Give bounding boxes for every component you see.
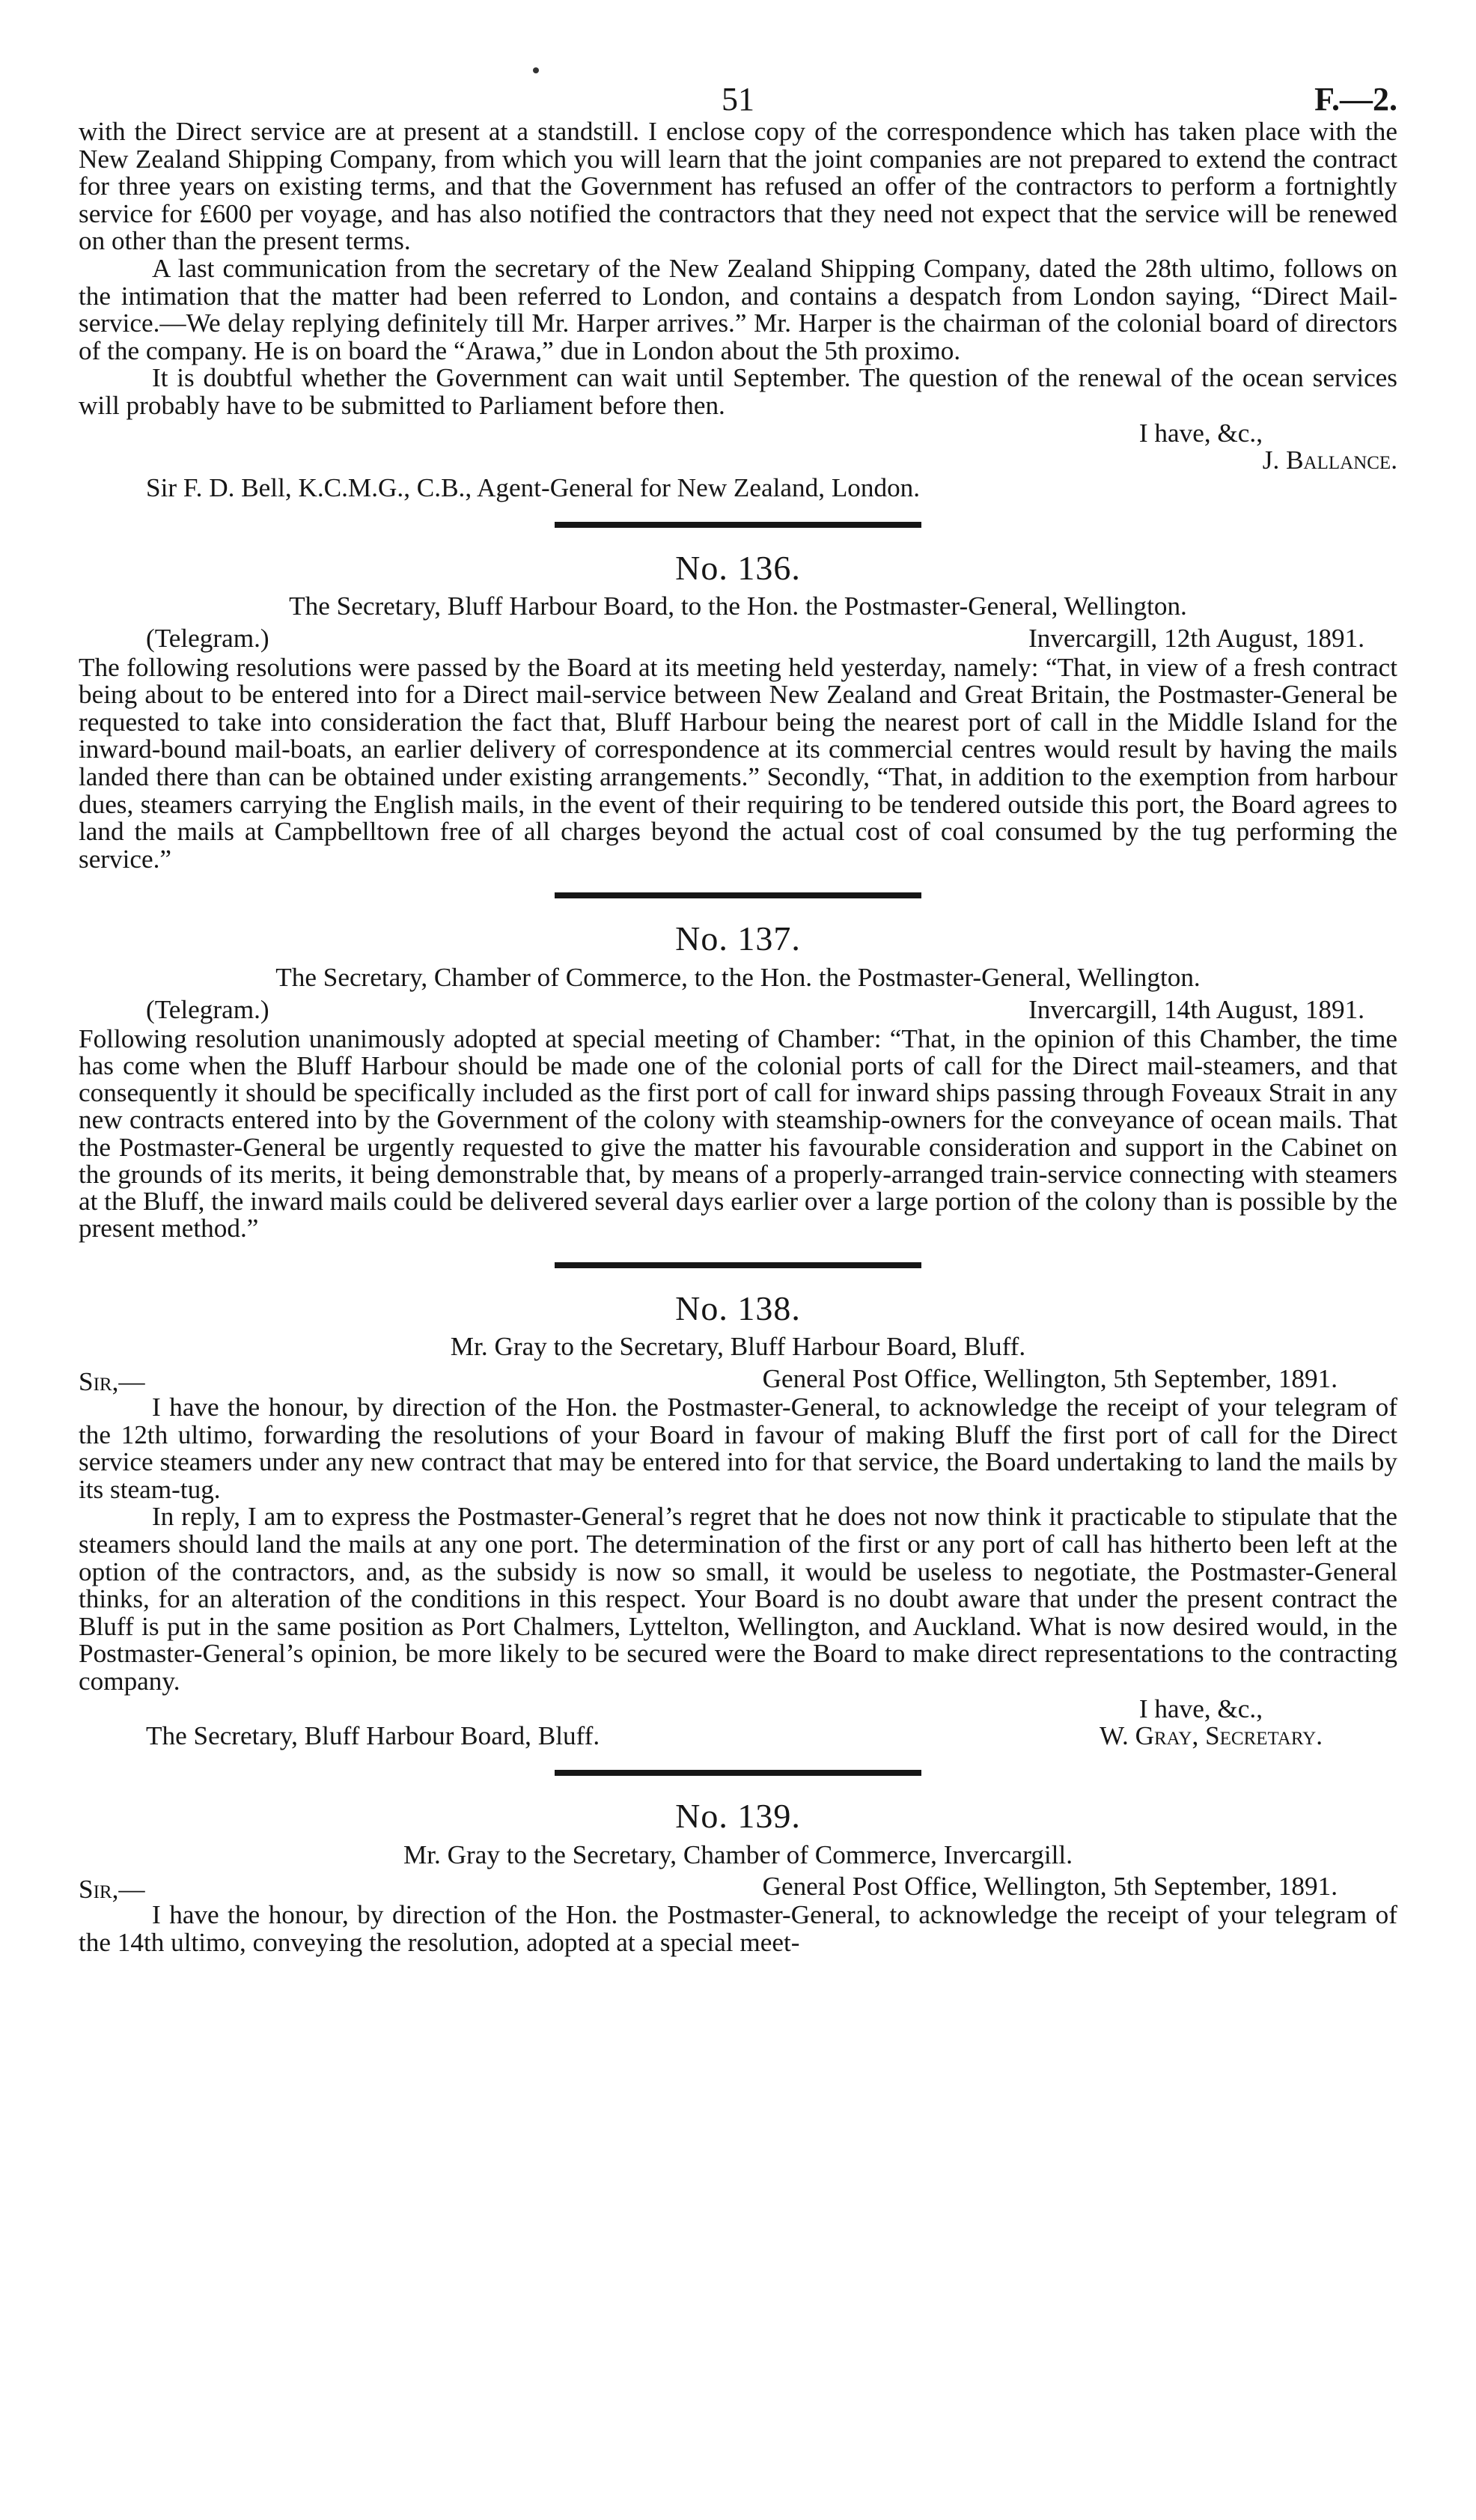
letter-number: No. 137. bbox=[675, 919, 801, 958]
letter-number: No. 138. bbox=[675, 1288, 801, 1327]
salutation: Sir,— bbox=[79, 1875, 145, 1905]
telegram-label: (Telegram.) bbox=[146, 994, 269, 1024]
letter-no-136 bbox=[79, 550, 1397, 874]
signature: J. Ballance. bbox=[1262, 445, 1397, 475]
signature: W. Gray, Secretary. bbox=[1100, 1721, 1323, 1751]
letter-body: The following resolutions were passed by the Board at its meeting held yesterday, namely: “That, in view of a fresh contract being about to be entered into for a Direct mail-service between New Zealand and Great Britain, the Postmaster-General be requested to take into consideration the fact that, Bluff Harbour being the nearest port of call in the Middle Island for the inward-bound mail-boats, an earlier delivery of correspondence at its commercial centres would result by having the mails landed there than can be obtained under existing arrangements.” Secondly, “That, in addition to the exemption from harbour dues, steamers carrying the English mails, in the event of their requiring to be tendered outside this port, the Board agrees to land the mails at Campbelltown free of all charges beyond the actual cost of coal consumed by the tug performing the service.” bbox=[79, 652, 1397, 874]
addressee: Sir F. D. Bell, K.C.M.G., C.B., Agent-General for New Zealand, London. bbox=[146, 472, 921, 502]
intro-letter bbox=[79, 118, 1397, 502]
closing: I have, &c., bbox=[1138, 418, 1263, 448]
intro-paragraph: with the Direct service are at present at a standstill. I enclose copy of the correspondence which has taken place with the New Zealand Shipping Company, from which you will learn that the joint companies are not prepared to extend the contract for three years on existing terms, and that the Government has refused an offer of the contractors to perform a fortnightly service for £600 per voyage, and has also notified the contractors that they need not expect that the service will be renewed on other than the present terms. bbox=[79, 117, 1397, 256]
letter-no-139 bbox=[79, 1798, 1397, 1957]
salutation: Sir,— bbox=[79, 1366, 145, 1396]
signature-line bbox=[79, 1723, 1397, 1750]
letter-no-138 bbox=[79, 1288, 1397, 1751]
letter-number: No. 136. bbox=[675, 548, 801, 587]
section-divider bbox=[555, 1262, 921, 1268]
place-date: General Post Office, Wellington, 5th September, 1891. bbox=[762, 1872, 1338, 1902]
salutation-line bbox=[79, 1872, 1397, 1905]
letter-paragraph: I have the honour, by direction of the Hon. the Postmaster-General, to acknowledge the receipt of your telegram of the 14th ultimo, conveying the resolution, adopted at a special meet- bbox=[79, 1900, 1397, 1957]
place-date: General Post Office, Wellington, 5th September, 1891. bbox=[762, 1363, 1338, 1393]
letter-heading: Mr. Gray to the Secretary, Chamber of Commerce, Invercargill. bbox=[403, 1839, 1073, 1869]
telegram-line bbox=[79, 625, 1397, 653]
place-date: Invercargill, 12th August, 1891. bbox=[1028, 623, 1364, 653]
section-divider bbox=[555, 892, 921, 898]
letter-number: No. 139. bbox=[675, 1796, 801, 1835]
closing: I have, &c., bbox=[1138, 1693, 1263, 1723]
letter-heading: The Secretary, Chamber of Commerce, to the Hon. the Postmaster-General, Wellington. bbox=[275, 963, 1201, 993]
letter-body: Following resolution unanimously adopted at special meeting of Chamber: “That, in the opinion of this Chamber, the time has come when the Bluff Harbour should be made one of the colonial ports of call for the Direct mail-steamers, and that consequently it should be specifically included as the first port of call for inward ships passing through Foveaux Strait in any new contracts entered into by the Government of the colony with steamship-owners for the conveyance of ocean mails. That the Postmaster-General be urgently requested to give the matter his favourable consideration and support in the Cabinet on the grounds of its merits, it being demonstrable that, by means of a properly-arranged train-service connecting with steamers at the Bluff, the inward mails could be delivered several days earlier over a large portion of the colony than is possible by the present method.” bbox=[79, 1023, 1397, 1244]
addressee: The Secretary, Bluff Harbour Board, Bluff. bbox=[146, 1721, 600, 1751]
letter-heading: Mr. Gray to the Secretary, Bluff Harbour Board, Bluff. bbox=[450, 1332, 1026, 1362]
intro-paragraph: It is doubtful whether the Government can wait until September. The question of the renewal of the ocean services will probably have to be submitted to Parliament before then. bbox=[79, 363, 1397, 421]
telegram-label: (Telegram.) bbox=[146, 623, 269, 653]
letter-no-137 bbox=[79, 921, 1397, 1242]
document-reference: F.—2. bbox=[1314, 81, 1397, 118]
letter-paragraph: I have the honour, by direction of the Hon. the Postmaster-General, to acknowledge the receipt of your telegram of the 12th ultimo, forwarding the resolutions of your Board in favour of making Bluff the first port of call for the Direct service steamers under any new contract that may be entered into for that service, the Board undertaking to land the mails by its steam-tug. bbox=[79, 1392, 1397, 1504]
section-divider bbox=[555, 1770, 921, 1776]
letter-paragraph: In reply, I am to express the Postmaster-General’s regret that he does not now think it practicable to stipulate that the steamers should land the mails at any one port. The determination of the first or any port of call has hitherto been left at the option of the contractors, and, as the subsidy is now so small, it would be useless to negotiate, the Postmaster-General thinks, for an alteration of the conditions in this respect. Your Board is no doubt aware that under the present contract the Bluff is put in the same position as Port Chalmers, Lyttelton, Wellington, and Auckland. What is now desired would, in the Postmaster-General’s opinion, be more likely to be secured were the Board to make direct representations to the contracting company. bbox=[79, 1502, 1397, 1696]
intro-paragraph: A last communication from the secretary of the New Zealand Shipping Company, dated the 28th ultimo, follows on the intimation that the matter had been referred to London, and contains a despatch from London saying, “Direct Mail-service.—We delay replying definitely till Mr. Harper arrives.” Mr. Harper is the chairman of the colonial board of directors of the company. He is on board the “Arawa,” due in London about the 5th proximo. bbox=[79, 254, 1397, 365]
section-divider bbox=[555, 522, 921, 528]
page-header bbox=[79, 72, 1397, 118]
page-number: 51 bbox=[722, 81, 754, 118]
place-date: Invercargill, 14th August, 1891. bbox=[1028, 994, 1364, 1024]
letter-heading: The Secretary, Bluff Harbour Board, to the Hon. the Postmaster-General, Wellington. bbox=[289, 591, 1187, 621]
telegram-line bbox=[79, 996, 1397, 1024]
salutation-line bbox=[79, 1363, 1397, 1396]
